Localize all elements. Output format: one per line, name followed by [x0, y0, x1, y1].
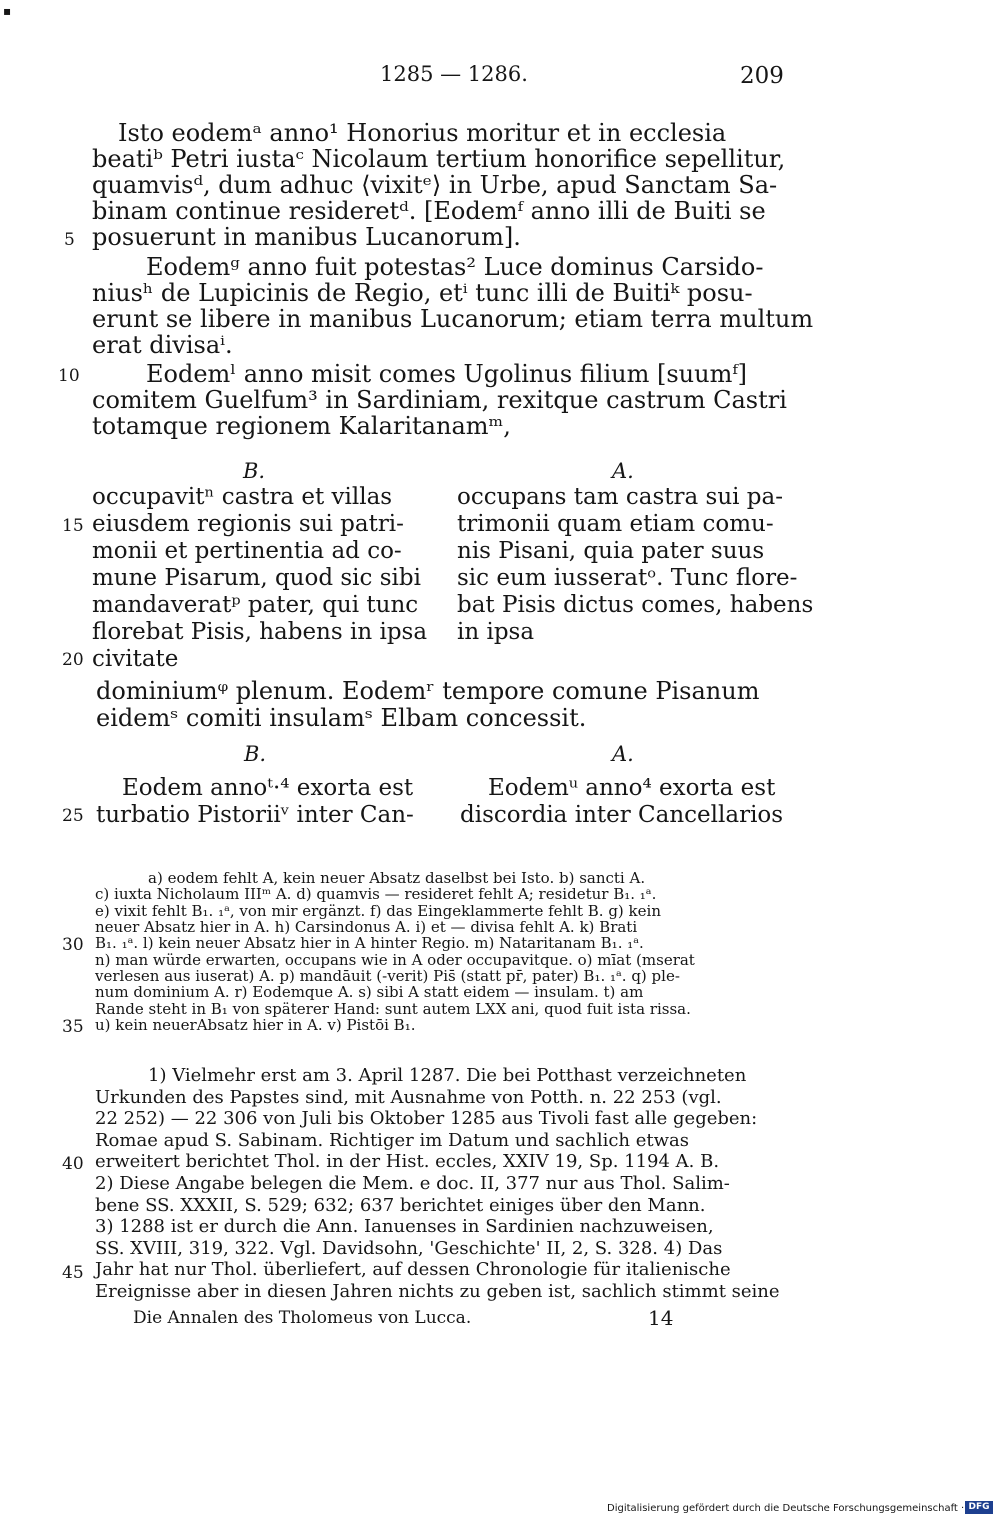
note-line: 22 252) — 22 306 von Juli bis Oktober 1285 aus Tivoli fast alle gegeben: — [95, 1108, 758, 1129]
right-column-line: Eodemᵘ anno⁴ exorta est — [488, 775, 776, 801]
merged-line: dominiumᵠ plenum. Eodemʳ tempore comune Pisanum — [96, 677, 760, 705]
left-column-line: turbatio Pistoriiᵛ inter Can- — [96, 802, 414, 828]
digitization-credit: Digitalisierung gefördert durch die Deutsche Forschungsgemeinschaft · — [607, 1503, 965, 1514]
line-number: 15 — [62, 516, 84, 536]
note-line: 1) Vielmehr erst am 3. April 1287. Die bei Potthast verzeichneten — [148, 1065, 747, 1086]
right-column-line: occupans tam castra sui pa- — [457, 484, 784, 510]
main-line: binam continue resideretᵈ. [Eodemᶠ anno illi de Buiti se — [92, 197, 766, 225]
note-line: Jahr hat nur Thol. überliefert, auf dessen Chronologie für italienische — [95, 1259, 731, 1280]
main-line: quamvisᵈ, dum adhuc ⟨vixitᵉ⟩ in Urbe, apud Sanctam Sa- — [92, 171, 778, 199]
main-line: totamque regionem Kalaritanamᵐ, — [92, 412, 511, 440]
right-column-line: bat Pisis dictus comes, habens — [457, 592, 814, 618]
main-line: erat divisaⁱ. — [92, 331, 233, 359]
siglum-b: B. — [244, 742, 267, 766]
note-line: Urkunden des Papstes sind, mit Ausnahme von Potth. n. 22 253 (vgl. — [95, 1087, 722, 1108]
note-line: Romae apud S. Sabinam. Richtiger im Datum und sachlich etwas — [95, 1130, 690, 1151]
book-title-footer: Die Annalen des Tholomeus von Lucca. — [133, 1308, 472, 1328]
line-number: 40 — [62, 1154, 84, 1174]
apparatus-line: Rande steht in B₁ von späterer Hand: sunt autem LXX ani, quod fuit ista rissa. — [95, 1000, 691, 1018]
left-column-line: occupavitⁿ castra et villas — [92, 484, 393, 510]
left-column-line: Eodem annoᵗ·⁴ exorta est — [122, 775, 414, 801]
main-line: Isto eodemᵃ anno¹ Honorius moritur et in ecclesia — [118, 119, 727, 147]
note-line: Ereignisse aber in diesen Jahren nichts zu geben ist, sachlich stimmt seine — [95, 1281, 780, 1302]
merged-line: eidemˢ comiti insulamˢ Elbam concessit. — [96, 704, 587, 732]
right-column-line: trimonii quam etiam comu- — [457, 511, 774, 537]
page-number: 209 — [740, 63, 784, 89]
left-column-line: eiusdem regionis sui patri- — [92, 511, 404, 537]
apparatus-line: B₁. ₁ᵃ. l) kein neuer Absatz hier in A hinter Regio. m) Nataritanam B₁. ₁ᵃ. — [95, 934, 644, 952]
line-number: 5 — [64, 230, 75, 250]
siglum-a: A. — [612, 742, 634, 766]
line-number: 20 — [62, 650, 84, 670]
apparatus-line: e) vixit fehlt B₁. ₁ᵃ, von mir ergänzt. f) das Eingeklammerte fehlt B. g) kein — [95, 902, 661, 920]
note-line: 2) Diese Angabe belegen die Mem. e doc. II, 377 nur aus Thol. Salim- — [95, 1173, 730, 1194]
line-number: 35 — [62, 1017, 84, 1037]
siglum-a: A. — [612, 459, 634, 483]
apparatus-line: neuer Absatz hier in A. h) Carsindonus A. i) et — divisa fehlt A. k) Brati — [95, 918, 638, 936]
left-column-line: monii et pertinentia ad co- — [92, 538, 402, 564]
note-line: 3) 1288 ist er durch die Ann. Ianuenses in Sardinien nachzuweisen, — [95, 1216, 714, 1237]
note-line: erweitert berichtet Thol. in der Hist. eccles, XXIV 19, Sp. 1194 A. B. — [95, 1151, 720, 1172]
main-line: Eodemᵍ anno fuit potestas² Luce dominus Carsido- — [146, 253, 764, 281]
main-line: comitem Guelfum³ in Sardiniam, rexitque castrum Castri — [92, 386, 787, 414]
apparatus-line: a) eodem fehlt A, kein neuer Absatz daselbst bei Isto. b) sancti A. — [148, 869, 646, 887]
right-column-line: in ipsa — [457, 619, 535, 645]
right-column-line: sic eum iusseratᵒ. Tunc flore- — [457, 565, 798, 591]
main-line: niusʰ de Lupicinis de Regio, etⁱ tunc illi de Buitiᵏ posu- — [92, 279, 753, 307]
apparatus-line: verlesen aus iuserat) A. p) mandāuit (-verit) Pis̄ (statt pr̄, pater) B₁. ₁ᵃ. q) ple- — [95, 967, 680, 985]
note-line: bene SS. XXXII, S. 529; 632; 637 berichtet einiges über den Mann. — [95, 1195, 706, 1216]
right-column-line: nis Pisani, quia pater suus — [457, 538, 765, 564]
siglum-b: B. — [243, 459, 266, 483]
line-number: 30 — [62, 935, 84, 955]
apparatus-line: num dominium A. r) Eodemque A. s) sibi A statt eidem — insulam. t) am — [95, 983, 644, 1001]
line-number: 45 — [62, 1263, 84, 1283]
main-line: Eodemˡ anno misit comes Ugolinus filium [suumᶠ] — [146, 360, 748, 388]
left-column-line: mandaveratᵖ pater, qui tunc — [92, 592, 419, 618]
main-line: beatiᵇ Petri iustaᶜ Nicolaum tertium honorifice sepellitur, — [92, 145, 786, 173]
main-line: posuerunt in manibus Lucanorum]. — [92, 223, 521, 251]
left-column-line: civitate — [92, 646, 179, 672]
apparatus-line: c) iuxta Nicholaum IIIᵐ A. d) quamvis — resideret fehlt A; residetur B₁. ₁ᵃ. — [95, 885, 657, 903]
main-line: erunt se libere in manibus Lucanorum; etiam terra multum — [92, 305, 814, 333]
dfg-logo: DFG — [965, 1501, 993, 1514]
right-column-line: discordia inter Cancellarios — [460, 802, 784, 828]
note-line: SS. XVIII, 319, 322. Vgl. Davidsohn, 'Geschichte' II, 2, S. 328. 4) Das — [95, 1238, 723, 1259]
signature-mark: 14 — [648, 1306, 674, 1330]
stray-mark: ▪ — [3, 4, 12, 18]
apparatus-line: n) man würde erwarten, occupans wie in A oder occupavitque. o) mīat (mserat — [95, 951, 695, 969]
line-number: 10 — [58, 366, 80, 386]
left-column-line: mune Pisarum, quod sic sibi — [92, 565, 421, 591]
apparatus-line: u) kein neuerAbsatz hier in A. v) Pistōi B₁. — [95, 1016, 416, 1034]
line-number: 25 — [62, 806, 84, 826]
header-year-range: 1285 — 1286. — [380, 62, 528, 86]
left-column-line: florebat Pisis, habens in ipsa — [92, 619, 428, 645]
